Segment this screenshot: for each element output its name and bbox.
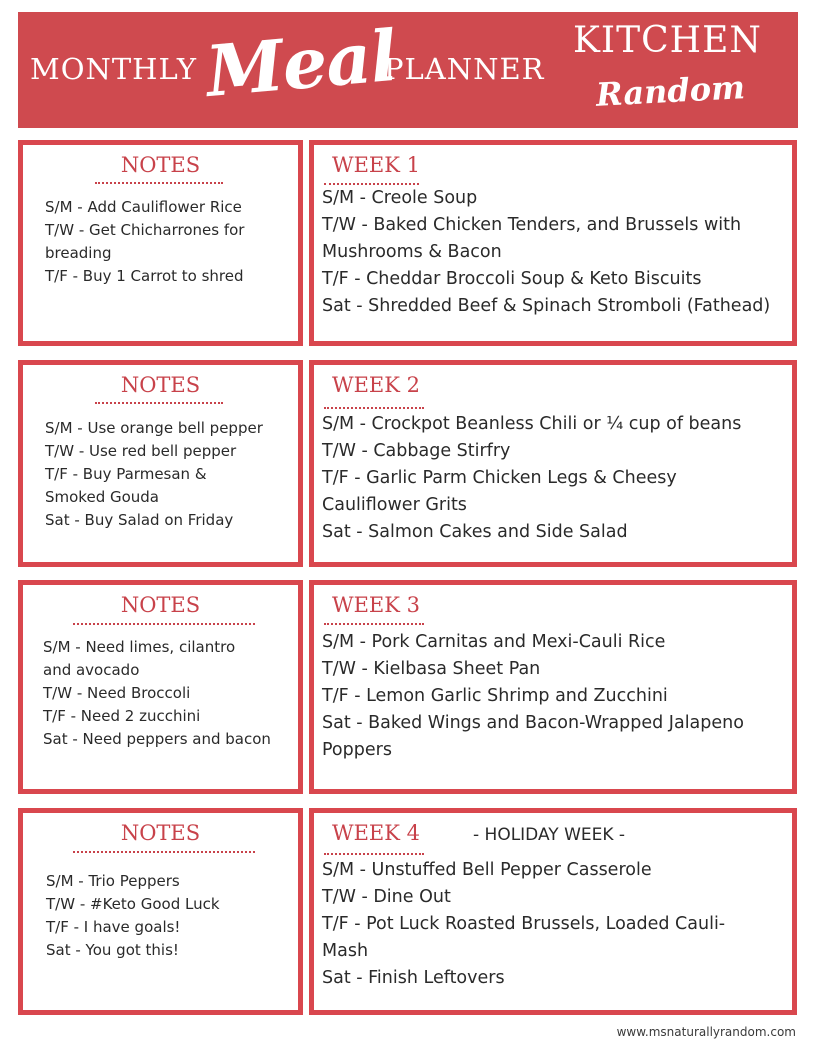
note-line: Sat - Need peppers and bacon: [43, 730, 271, 748]
meal-line: T/W - Baked Chicken Tenders, and Brussels with: [322, 215, 742, 235]
notes-card-4: [18, 808, 303, 1015]
week-card-3: [309, 580, 797, 794]
week-card-4: [309, 808, 797, 1015]
note-line: T/F - Need 2 zucchini: [43, 707, 201, 725]
notes-list: [45, 417, 263, 532]
note-line: S/M - Need limes, cilantro: [43, 638, 236, 656]
notes-list: [43, 636, 271, 751]
week-title: WEEK 2: [332, 373, 420, 397]
week-divider: [324, 407, 424, 409]
note-line: T/W - #Keto Good Luck: [46, 895, 220, 913]
week-divider: [324, 853, 424, 855]
meal-line: Mushrooms & Bacon: [322, 242, 502, 262]
notes-title: NOTES: [120, 593, 201, 617]
notes-divider: [73, 623, 255, 625]
note-line: Sat - Buy Salad on Friday: [45, 511, 234, 529]
week-title: WEEK 1: [332, 153, 420, 177]
header-meal-script: Meal: [202, 13, 400, 114]
meal-line: S/M - Unstuffed Bell Pepper Casserole: [322, 860, 652, 880]
meal-line: T/F - Garlic Parm Chicken Legs & Cheesy: [322, 468, 677, 488]
notes-list: [45, 196, 244, 288]
notes-card-3: [18, 580, 303, 794]
header-planner: PLANNER: [384, 52, 545, 86]
note-line: T/F - Buy 1 Carrot to shred: [45, 267, 244, 285]
note-line: T/F - Buy Parmesan &: [45, 465, 207, 483]
week-title: WEEK 4: [332, 821, 420, 845]
meal-line: S/M - Crockpot Beanless Chili or ¼ cup of beans: [322, 414, 742, 434]
note-line: T/F - I have goals!: [46, 918, 181, 936]
footer-website-url: www.msnaturallyrandom.com: [616, 1025, 796, 1039]
note-line: T/W - Get Chicharrones for: [45, 221, 245, 239]
notes-card-2: [18, 360, 303, 567]
notes-divider: [95, 182, 223, 184]
meal-line: T/F - Cheddar Broccoli Soup & Keto Biscuits: [322, 269, 702, 289]
note-line: T/W - Need Broccoli: [43, 684, 191, 702]
meal-line: T/W - Dine Out: [322, 887, 451, 907]
brand-random: Random: [595, 68, 746, 114]
week-meal-list: [322, 629, 744, 764]
note-line: T/W - Use red bell pepper: [45, 442, 237, 460]
header-banner: [18, 12, 798, 128]
notes-card-1: [18, 140, 303, 346]
week-meal-list: [322, 185, 770, 320]
meal-line: T/F - Pot Luck Roasted Brussels, Loaded Cauli-: [322, 914, 726, 934]
meal-line: T/F - Lemon Garlic Shrimp and Zucchini: [322, 686, 668, 706]
meal-line: Sat - Finish Leftovers: [322, 968, 505, 988]
meal-line: Sat - Salmon Cakes and Side Salad: [322, 522, 628, 542]
meal-line: Sat - Baked Wings and Bacon-Wrapped Jalapeno: [322, 713, 744, 733]
notes-title: NOTES: [120, 153, 201, 177]
note-line: S/M - Use orange bell pepper: [45, 419, 263, 437]
note-line: and avocado: [43, 661, 140, 679]
week-meal-list: [322, 411, 741, 546]
notes-divider: [73, 851, 255, 853]
notes-list: [46, 870, 220, 962]
notes-title: NOTES: [120, 821, 201, 845]
notes-title: NOTES: [120, 373, 201, 397]
meal-line: T/W - Kielbasa Sheet Pan: [322, 659, 541, 679]
holiday-week-label: - HOLIDAY WEEK -: [473, 825, 626, 845]
week-card-1: [309, 140, 797, 346]
note-line: breading: [45, 244, 112, 262]
meal-line: Cauliflower Grits: [322, 495, 467, 515]
note-line: S/M - Add Cauliflower Rice: [45, 198, 242, 216]
meal-line: Sat - Shredded Beef & Spinach Stromboli (Fathead): [322, 296, 771, 316]
note-line: Sat - You got this!: [46, 941, 179, 959]
week-meal-list: [322, 857, 725, 992]
note-line: S/M - Trio Peppers: [46, 872, 180, 890]
meal-line: Mash: [322, 941, 369, 961]
meal-line: S/M - Creole Soup: [322, 188, 478, 208]
meal-line: Poppers: [322, 740, 392, 760]
meal-line: S/M - Pork Carnitas and Mexi-Cauli Rice: [322, 632, 666, 652]
meal-line: T/W - Cabbage Stirfry: [322, 441, 511, 461]
note-line: Smoked Gouda: [45, 488, 160, 506]
week-card-2: [309, 360, 797, 567]
week-title: WEEK 3: [332, 593, 420, 617]
week-divider: [324, 623, 424, 625]
brand-kitchen: KITCHEN: [573, 20, 762, 61]
header-monthly: MONTHLY: [30, 52, 198, 86]
notes-divider: [95, 402, 223, 404]
